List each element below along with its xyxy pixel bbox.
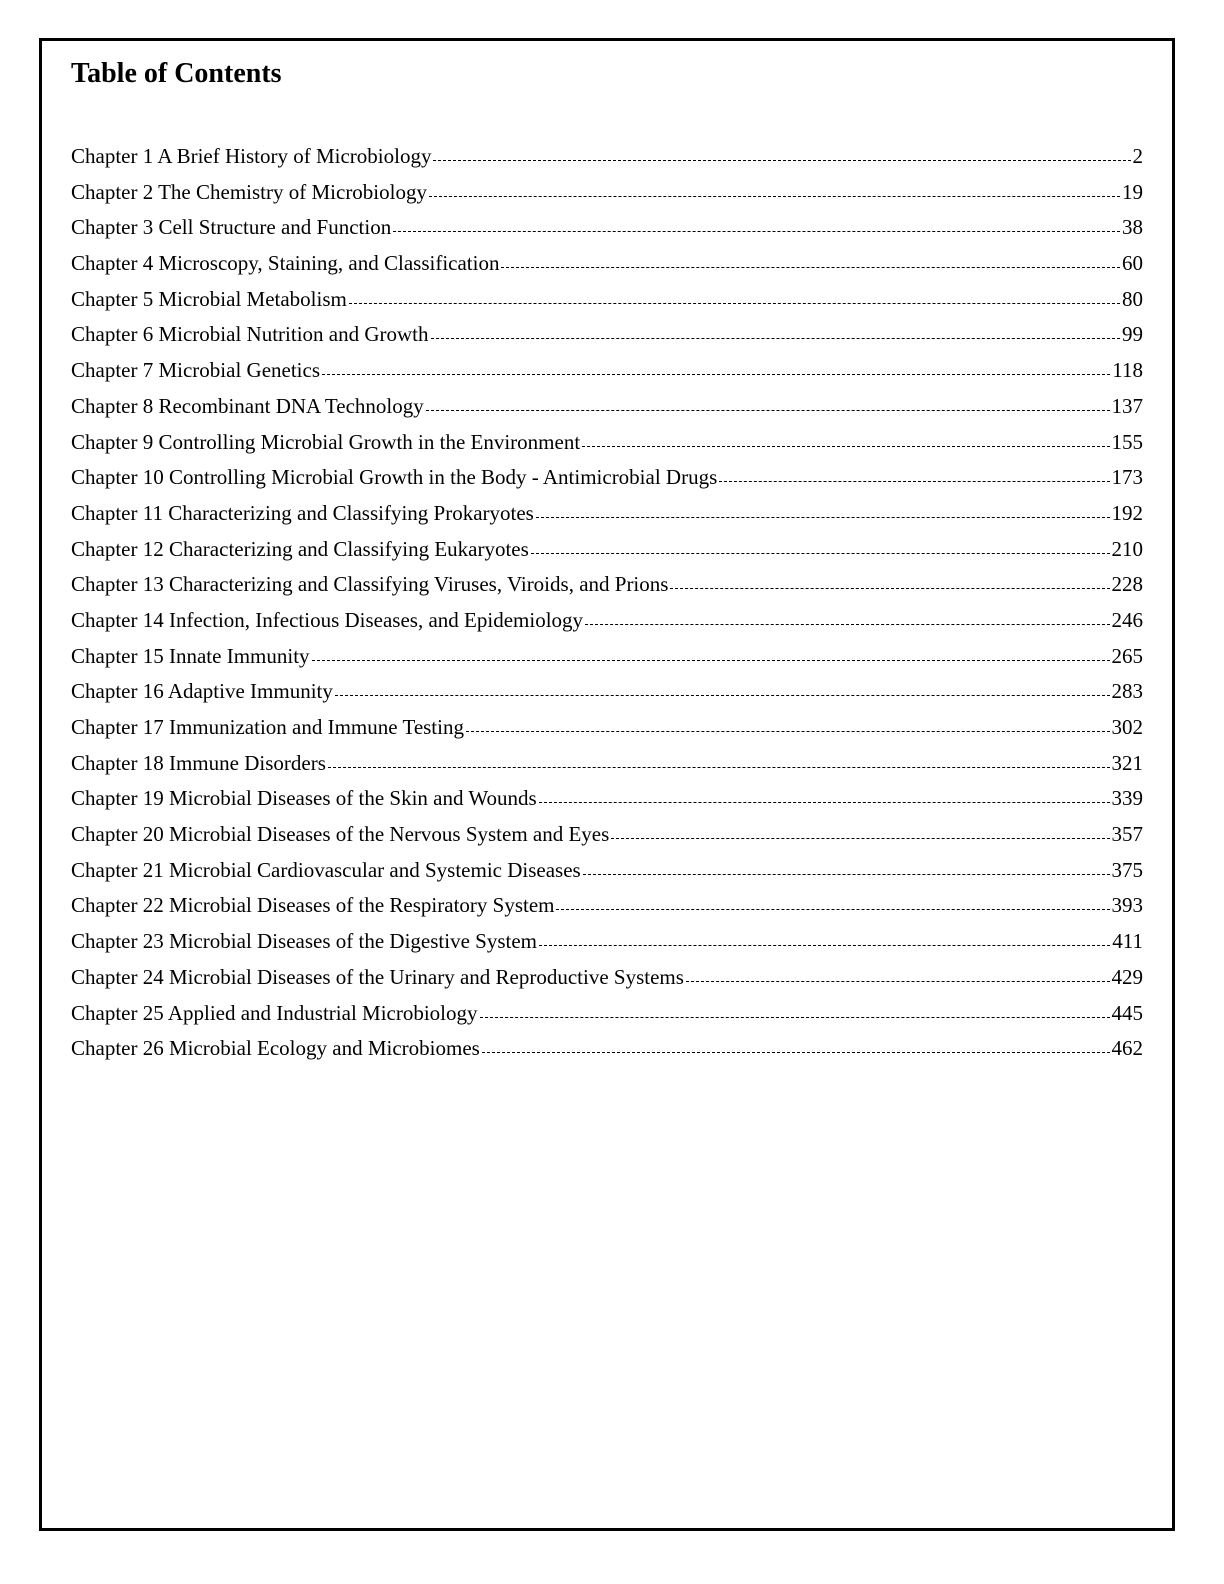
toc-entry-label: Chapter 15 Innate Immunity xyxy=(71,643,310,668)
toc-entry-label: Chapter 2 The Chemistry of Microbiology xyxy=(71,179,427,204)
toc-dot-leader xyxy=(536,517,1110,518)
toc-entry-page: 118 xyxy=(1112,358,1143,383)
toc-dot-leader xyxy=(539,945,1110,946)
toc-entry[interactable] xyxy=(71,532,1143,568)
toc-entry[interactable] xyxy=(71,210,1143,246)
toc-entry-page: 429 xyxy=(1111,964,1143,989)
toc-dot-leader xyxy=(429,196,1120,197)
toc-entry-label: Chapter 23 Microbial Diseases of the Digestive System xyxy=(71,929,537,954)
toc-entry[interactable] xyxy=(71,425,1143,461)
toc-entry[interactable] xyxy=(71,496,1143,532)
toc-entry[interactable] xyxy=(71,139,1143,175)
toc-entry[interactable] xyxy=(71,674,1143,710)
toc-dot-leader xyxy=(719,481,1109,482)
toc-entry[interactable] xyxy=(71,710,1143,746)
toc-title: Table of Contents xyxy=(71,58,282,89)
toc-dot-leader xyxy=(585,624,1109,625)
toc-entry-label: Chapter 13 Characterizing and Classifying Viruses, Viroids, and Prions xyxy=(71,572,669,597)
toc-dot-leader xyxy=(686,981,1110,982)
toc-entry[interactable] xyxy=(71,746,1143,782)
toc-list xyxy=(71,139,1143,1067)
toc-entry-label: Chapter 6 Microbial Nutrition and Growth xyxy=(71,322,429,347)
toc-entry[interactable] xyxy=(71,353,1143,389)
toc-entry-label: Chapter 22 Microbial Diseases of the Respiratory System xyxy=(71,893,555,918)
toc-entry-page: 411 xyxy=(1112,929,1143,954)
toc-entry-page: 99 xyxy=(1122,322,1143,347)
toc-entry[interactable] xyxy=(71,781,1143,817)
toc-dot-leader xyxy=(539,802,1110,803)
toc-entry-page: 60 xyxy=(1122,251,1143,276)
toc-entry-label: Chapter 7 Microbial Genetics xyxy=(71,358,321,383)
toc-entry-label: Chapter 26 Microbial Ecology and Microbiomes xyxy=(71,1036,480,1061)
toc-entry-page: 462 xyxy=(1111,1036,1143,1061)
toc-entry[interactable] xyxy=(71,888,1143,924)
toc-entry-label: Chapter 24 Microbial Diseases of the Urinary and Reproductive Systems xyxy=(71,964,684,989)
toc-entry-label: Chapter 8 Recombinant DNA Technology xyxy=(71,393,424,418)
toc-entry-label: Chapter 9 Controlling Microbial Growth in the Environment xyxy=(71,429,581,454)
toc-entry-label: Chapter 12 Characterizing and Classifying Eukaryotes xyxy=(71,536,529,561)
toc-entry[interactable] xyxy=(71,817,1143,853)
toc-dot-leader xyxy=(393,231,1120,232)
toc-entry-label: Chapter 19 Microbial Diseases of the Skin and Wounds xyxy=(71,786,537,811)
toc-dot-leader xyxy=(312,660,1110,661)
toc-entry[interactable] xyxy=(71,282,1143,318)
toc-dot-leader xyxy=(670,588,1109,589)
toc-entry-label: Chapter 10 Controlling Microbial Growth in the Body - Antimicrobial Drugs xyxy=(71,465,718,490)
toc-dot-leader xyxy=(611,838,1109,839)
toc-dot-leader xyxy=(480,1017,1110,1018)
toc-dot-leader xyxy=(482,1052,1110,1053)
toc-entry[interactable] xyxy=(71,924,1143,960)
toc-dot-leader xyxy=(501,267,1120,268)
toc-entry-page: 2 xyxy=(1132,144,1143,168)
toc-entry-page: 302 xyxy=(1111,715,1143,739)
toc-dot-leader xyxy=(349,303,1120,304)
toc-dot-leader xyxy=(556,909,1109,910)
toc-entry-page: 283 xyxy=(1111,679,1143,704)
toc-dot-leader xyxy=(583,874,1110,875)
toc-entry-page: 80 xyxy=(1122,286,1143,311)
toc-entry-page: 265 xyxy=(1111,643,1143,668)
toc-dot-leader xyxy=(328,767,1110,768)
toc-entry-page: 375 xyxy=(1111,857,1143,882)
toc-entry-label: Chapter 18 Immune Disorders xyxy=(71,750,326,775)
toc-dot-leader xyxy=(426,410,1110,411)
toc-entry[interactable] xyxy=(71,246,1143,282)
toc-entry-label: Chapter 16 Adaptive Immunity xyxy=(71,679,333,704)
toc-dot-leader xyxy=(531,553,1110,554)
toc-entry-page: 210 xyxy=(1111,536,1143,561)
toc-dot-leader xyxy=(335,695,1110,696)
toc-entry-label: Chapter 14 Infection, Infectious Diseases, and Epidemiology xyxy=(71,607,584,632)
toc-entry-label: Chapter 25 Applied and Industrial Microbiology xyxy=(71,1000,478,1025)
toc-entry-page: 19 xyxy=(1122,179,1143,204)
toc-entry-page: 173 xyxy=(1111,465,1143,490)
toc-dot-leader xyxy=(582,446,1109,447)
toc-entry-page: 393 xyxy=(1111,893,1143,918)
toc-entry-page: 445 xyxy=(1111,1000,1143,1025)
toc-entry-label: Chapter 21 Microbial Cardiovascular and Systemic Diseases xyxy=(71,857,581,882)
toc-entry[interactable] xyxy=(71,639,1143,675)
toc-entry-page: 192 xyxy=(1111,500,1143,525)
toc-entry-page: 321 xyxy=(1111,750,1143,775)
toc-entry-label: Chapter 1 A Brief History of Microbiology xyxy=(71,144,432,168)
toc-dot-leader xyxy=(322,374,1110,375)
toc-entry[interactable] xyxy=(71,1031,1143,1067)
toc-entry[interactable] xyxy=(71,460,1143,496)
toc-entry[interactable] xyxy=(71,996,1143,1032)
toc-entry[interactable] xyxy=(71,175,1143,211)
toc-dot-leader xyxy=(431,338,1120,339)
toc-entry-label: Chapter 5 Microbial Metabolism xyxy=(71,286,347,311)
toc-entry-label: Chapter 3 Cell Structure and Function xyxy=(71,215,392,240)
toc-entry-page: 155 xyxy=(1111,429,1143,454)
toc-dot-leader xyxy=(466,731,1110,732)
toc-entry-page: 246 xyxy=(1111,607,1143,632)
toc-entry-label: Chapter 17 Immunization and Immune Testing xyxy=(71,715,464,739)
toc-entry-page: 137 xyxy=(1111,393,1143,418)
toc-entry[interactable] xyxy=(71,603,1143,639)
toc-entry[interactable] xyxy=(71,317,1143,353)
toc-entry-label: Chapter 11 Characterizing and Classifying Prokaryotes xyxy=(71,500,534,525)
toc-entry-label: Chapter 20 Microbial Diseases of the Nervous System and Eyes xyxy=(71,822,610,847)
toc-entry[interactable] xyxy=(71,853,1143,889)
toc-dot-leader xyxy=(433,160,1130,161)
toc-entry-page: 228 xyxy=(1111,572,1143,597)
toc-entry-page: 38 xyxy=(1122,215,1143,240)
toc-entry-label: Chapter 4 Microscopy, Staining, and Classification xyxy=(71,251,500,276)
toc-entry-page: 339 xyxy=(1111,786,1143,811)
toc-entry[interactable] xyxy=(71,567,1143,603)
toc-entry[interactable] xyxy=(71,389,1143,425)
toc-entry-page: 357 xyxy=(1111,822,1143,847)
toc-entry[interactable] xyxy=(71,960,1143,996)
